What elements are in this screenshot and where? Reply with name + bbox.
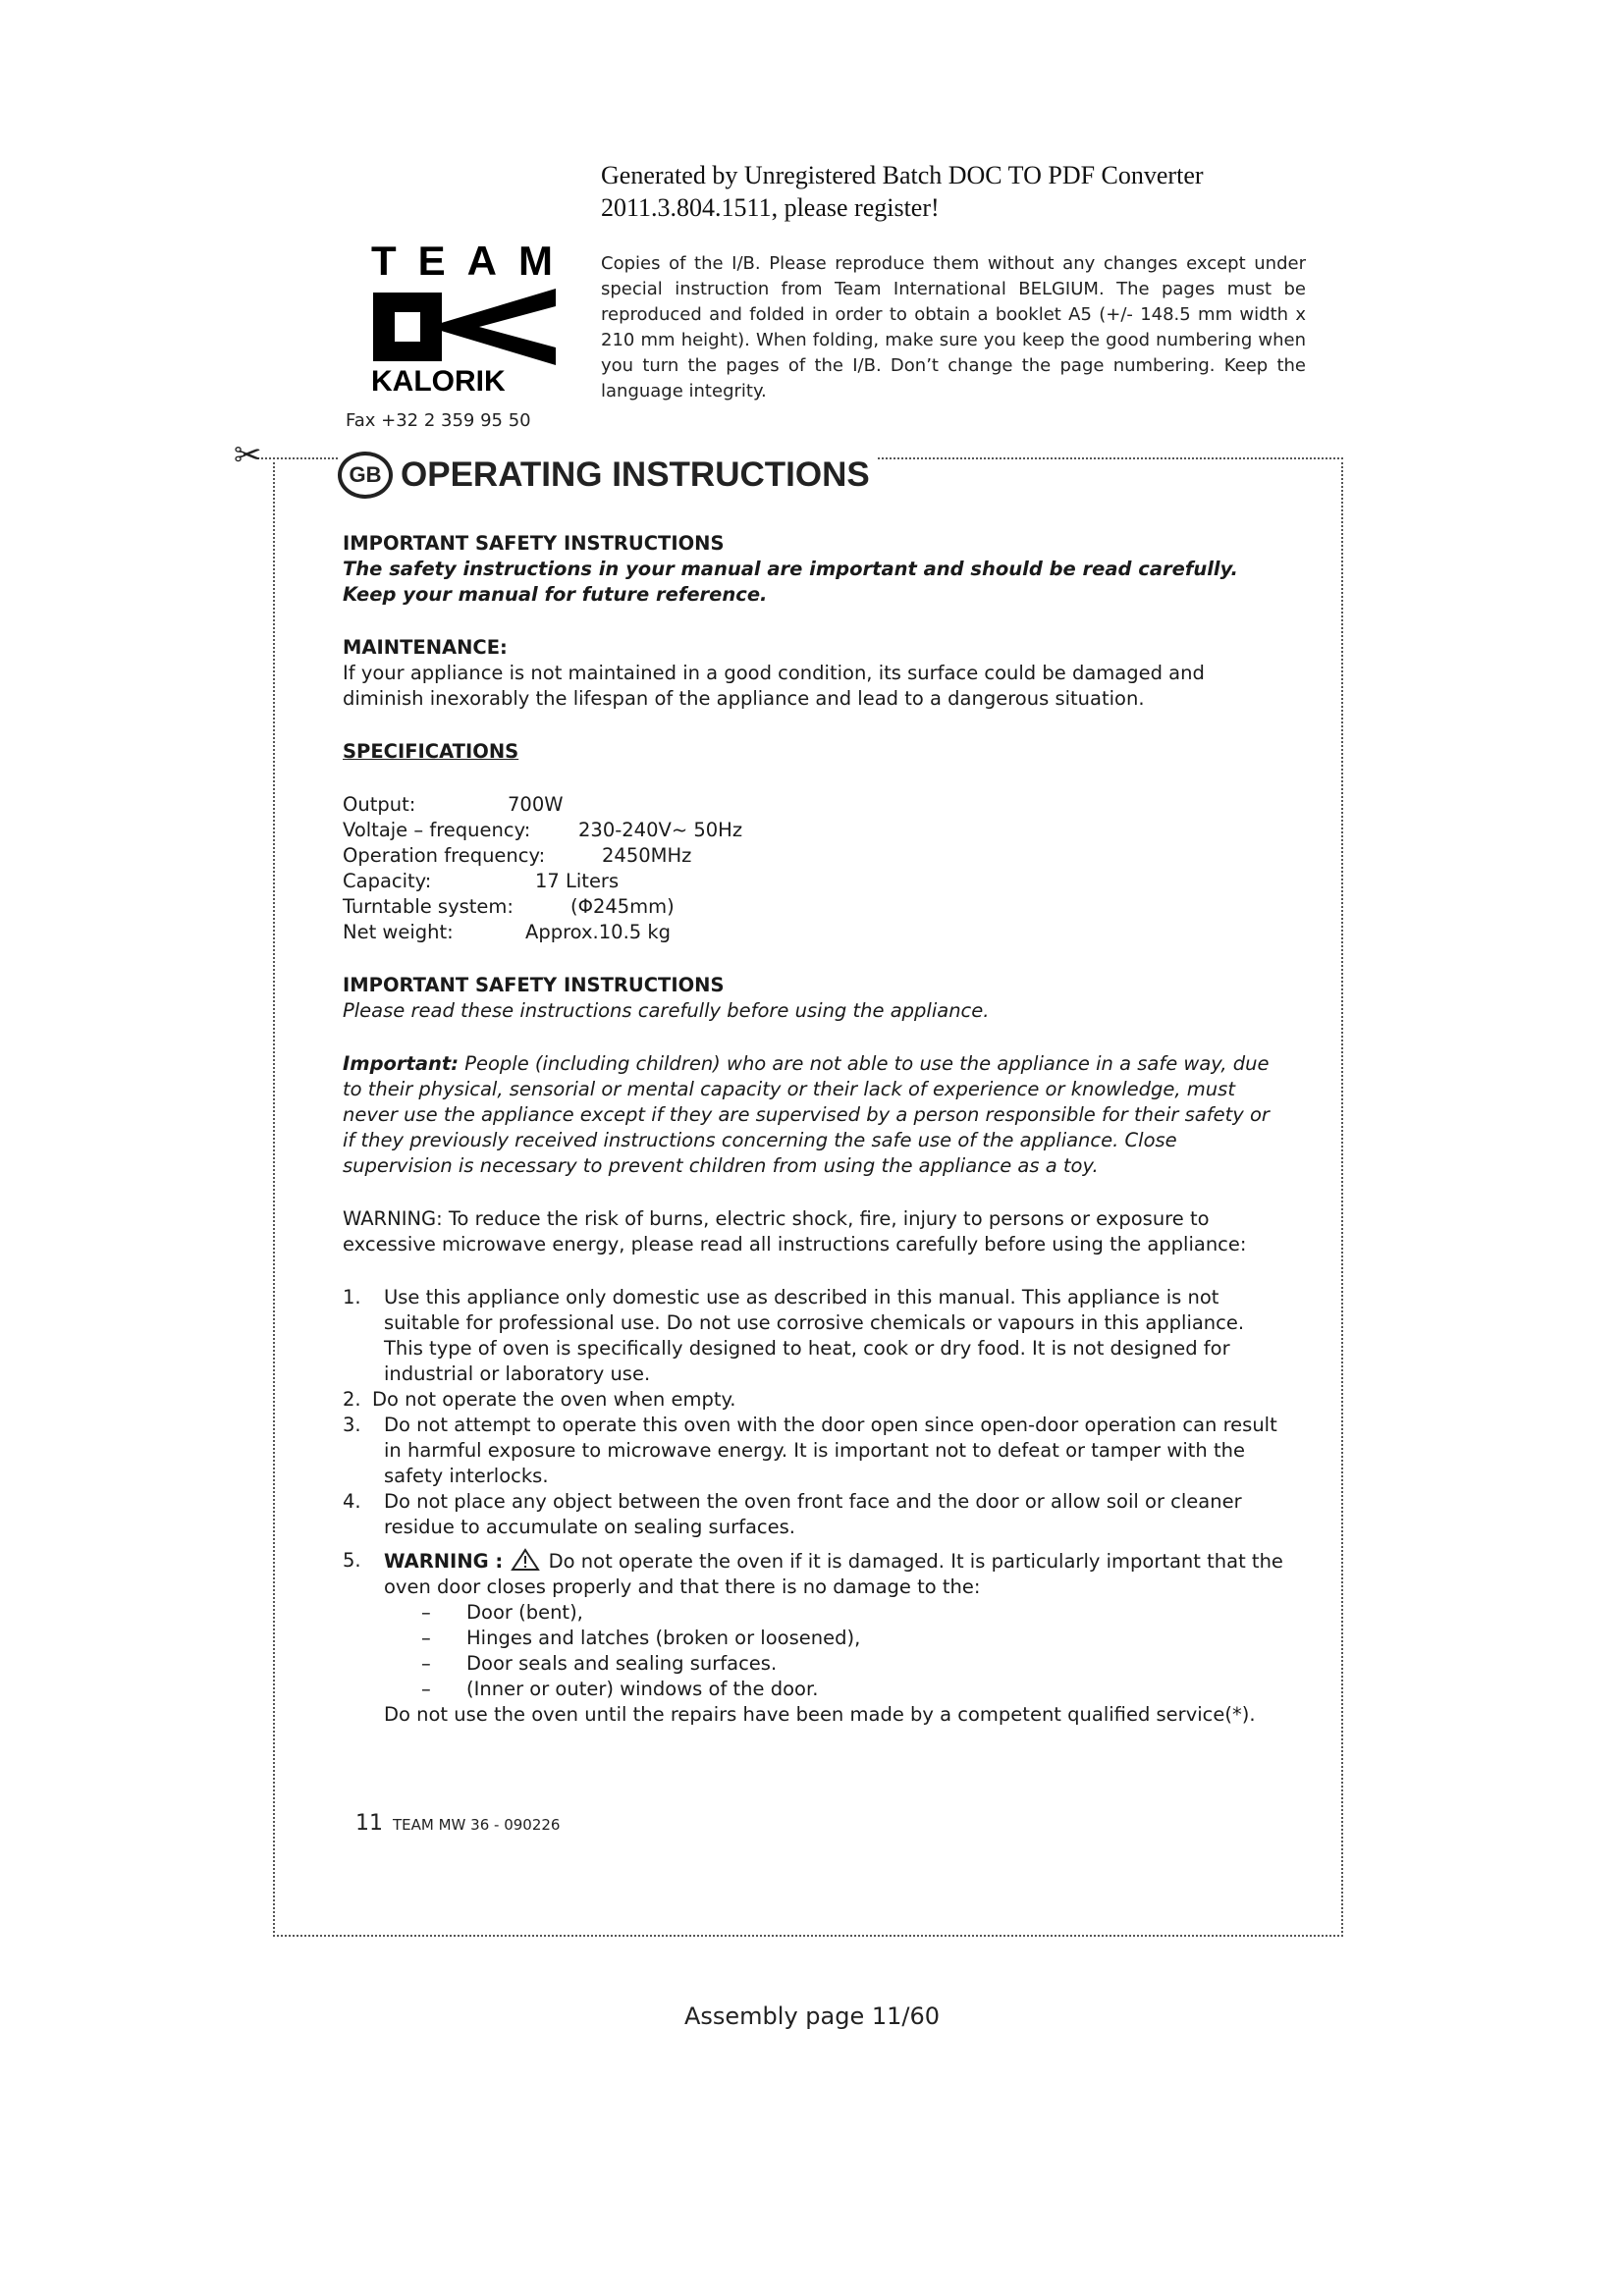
list-item xyxy=(343,1548,1287,1600)
copies-notice: Copies of the I/B. Please reproduce them without any changes except under special instruction from Team International BELGIUM. The pages must be reproduced and folded in order to obtain a booklet A5 (+/- 148.5 mm width x 210 mm height). When folding, make sure you keep the good numbering when you turn the pages of the I/B. Don’t change the page numbering. Keep the language integrity. xyxy=(601,253,1306,401)
list-text: Do not attempt to operate this oven with the door open since open-door operation can result in harmful exposure to microwave energy. It is important not to defeat or tamper with the safety interlocks. xyxy=(384,1414,1277,1487)
list-number: 5. xyxy=(343,1549,361,1572)
list-number: 4. xyxy=(343,1490,361,1513)
model-code: TEAM MW 36 - 090226 xyxy=(393,1816,561,1834)
sub-dash: – xyxy=(421,1601,431,1624)
fax-number: Fax +32 2 359 95 50 xyxy=(346,410,531,431)
spec-row xyxy=(343,818,1287,843)
safety-intro: The safety instructions in your manual are important and should be read carefully. Keep your manual for future reference. xyxy=(343,558,1238,606)
maintenance-text: If your appliance is not maintained in a good condition, its surface could be damaged and diminish inexorably the lifespan of the appliance and lead to a dangerous situation. xyxy=(343,662,1205,710)
sub-dash: – xyxy=(421,1678,431,1700)
spec-label: Turntable system: xyxy=(343,895,514,918)
list-text: Use this appliance only domestic use as described in this manual. This appliance is not suitable for professional use. Do not use corrosive chemicals or vapours in this appliance. This type of oven is specifically designed to heat, cook or dry food. It is not designed for industrial or laboratory use. xyxy=(384,1286,1245,1385)
list-number: 2. xyxy=(343,1388,361,1411)
scissors-icon: ✂ xyxy=(234,436,262,475)
sub-text: Door (bent), xyxy=(466,1601,583,1624)
watermark-line-1: Generated by Unregistered Batch DOC TO PDF Converter xyxy=(601,161,1204,189)
sub-list-item xyxy=(421,1626,1287,1651)
warning-triangle-icon xyxy=(511,1548,540,1572)
warning-label: WARNING : xyxy=(384,1550,504,1573)
sub-text: Door seals and sealing surfaces. xyxy=(466,1652,778,1675)
watermark-line-2: 2011.3.804.1511, please register! xyxy=(601,193,940,222)
page-footer xyxy=(355,1811,560,1836)
sub-text: Hinges and latches (broken or loosened), xyxy=(466,1627,861,1649)
spec-label: Capacity: xyxy=(343,870,432,892)
list-text-item5: Do not operate the oven if it is damaged. It is particularly important that the oven door closes properly and that there is no damage to the: xyxy=(384,1550,1283,1598)
spec-value: (Φ245mm) xyxy=(570,895,675,918)
list-number: 3. xyxy=(343,1414,361,1436)
maintenance-title: MAINTENANCE: xyxy=(343,636,508,659)
specifications-list xyxy=(343,792,1287,945)
kalorik-logo-icon xyxy=(371,289,558,365)
spec-row xyxy=(343,792,1287,818)
list-text xyxy=(384,1548,1287,1600)
list-item xyxy=(343,1489,1287,1540)
safety-list xyxy=(343,1285,1287,1728)
list-item xyxy=(343,1413,1287,1489)
safety-title: IMPORTANT SAFETY INSTRUCTIONS xyxy=(343,532,725,555)
spec-value: 17 Liters xyxy=(535,870,620,892)
spec-label: Voltaje – frequency: xyxy=(343,819,531,841)
important-paragraph xyxy=(343,1051,1287,1179)
sub-text: (Inner or outer) windows of the door. xyxy=(466,1678,819,1700)
team-kalorik-logo xyxy=(371,238,574,399)
assembly-page-label: Assembly page 11/60 xyxy=(683,2002,941,2030)
page-title: OPERATING INSTRUCTIONS xyxy=(401,455,870,494)
converter-watermark xyxy=(601,159,1347,224)
sub-list-item xyxy=(421,1677,1287,1702)
language-badge: GB xyxy=(338,452,393,499)
list-item xyxy=(343,1387,1287,1413)
logo-kalorik-text: KALORIK xyxy=(371,365,506,398)
specifications-title: SPECIFICATIONS xyxy=(343,740,519,763)
logo-team-text: TEAM xyxy=(371,238,574,284)
spec-value: 700W xyxy=(508,793,564,816)
spec-row xyxy=(343,894,1287,920)
spec-value: Approx.10.5 kg xyxy=(525,921,672,943)
spec-label: Output: xyxy=(343,793,416,816)
spec-value: 230-240V~ 50Hz xyxy=(578,819,743,841)
sub-dash: – xyxy=(421,1627,431,1649)
spec-label: Net weight: xyxy=(343,921,454,943)
safety-subtitle: Please read these instructions carefully before using the appliance. xyxy=(343,999,990,1022)
important-label: Important: xyxy=(343,1052,460,1075)
spec-label: Operation frequency: xyxy=(343,844,546,867)
spec-row xyxy=(343,869,1287,894)
page-number: 11 xyxy=(355,1811,383,1836)
spec-row xyxy=(343,843,1287,869)
sub-dash: – xyxy=(421,1652,431,1675)
list-text: Do not operate the oven when empty. xyxy=(372,1388,736,1411)
spec-value: 2450MHz xyxy=(602,844,692,867)
sub-list-item xyxy=(421,1651,1287,1677)
safety-title-2: IMPORTANT SAFETY INSTRUCTIONS xyxy=(343,974,725,996)
important-text: People (including children) who are not able to use the appliance in a safe way, due to their physical, sensorial or mental capacity or their lack of experience or knowledge, must never use the appliance except if they are supervised by a person responsible for their safety or if they previously received instructions concerning the safe use of the appliance. Close supervision is necessary to prevent children from using the appliance as a toy. xyxy=(343,1052,1270,1177)
spec-row xyxy=(343,920,1287,945)
list-text: Do not place any object between the oven front face and the door or allow soil or cleaner residue to accumulate on sealing surfaces. xyxy=(384,1490,1242,1538)
manual-content xyxy=(343,531,1287,1728)
closing-text: Do not use the oven until the repairs have been made by a competent qualified service(*). xyxy=(384,1703,1256,1726)
page-heading xyxy=(338,452,878,499)
warning-paragraph: WARNING: To reduce the risk of burns, electric shock, fire, injury to persons or exposure to excessive microwave energy, please read all instructions carefully before using the appliance: xyxy=(343,1207,1247,1255)
list-number: 1. xyxy=(343,1286,361,1308)
list-item xyxy=(343,1285,1287,1387)
sub-list-item xyxy=(421,1600,1287,1626)
